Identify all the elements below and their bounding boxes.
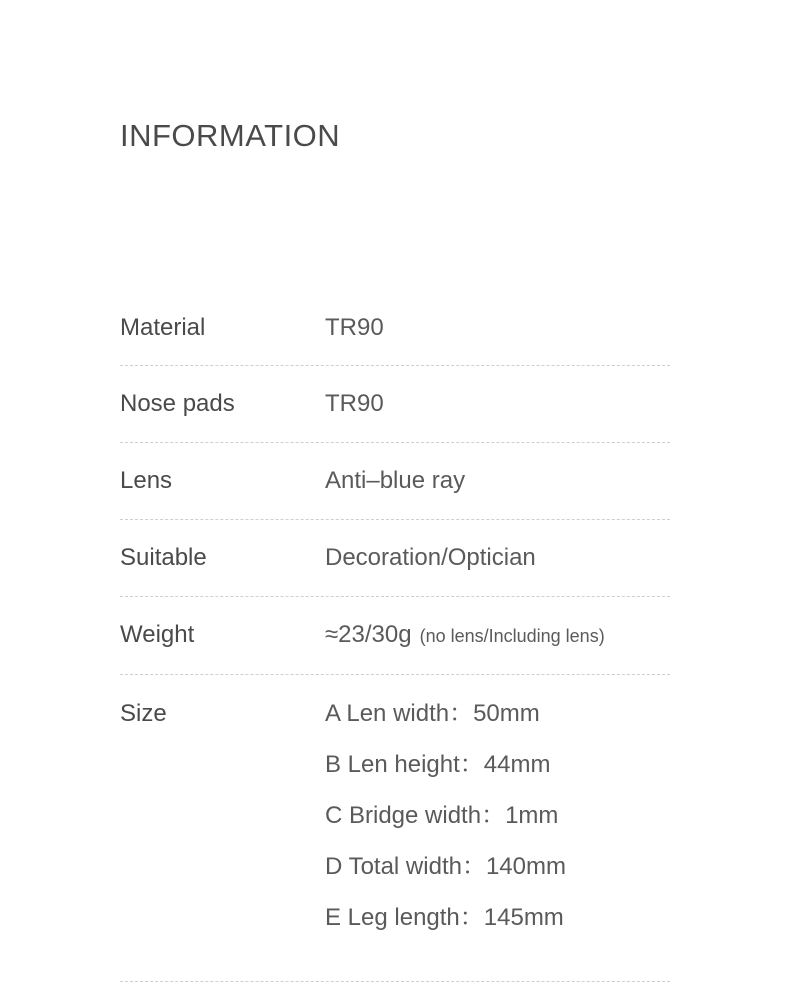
size-dimension-item: C Bridge width：1mm [325,802,559,829]
spec-value: TR90 [325,390,384,417]
spec-row-material [120,290,670,366]
section-title: INFORMATION [120,118,341,153]
weight-value: ≈23/30g [325,621,412,648]
spec-row-suitable [120,520,670,597]
spec-table [120,290,670,982]
spec-value: Anti–blue ray [325,467,466,494]
spec-label: Lens [120,467,173,494]
weight-note: (no lens/Including lens) [419,626,605,646]
size-dimension-item: D Total width：140mm [325,853,566,880]
size-dimension-item: B Len height：44mm [325,751,551,778]
size-dimension-item: E Leg length：145mm [325,904,564,931]
spec-label: Suitable [120,544,207,571]
spec-label: Size [120,700,167,727]
spec-row-lens [120,443,670,520]
spec-row-size [120,675,670,982]
size-dimension-list [325,699,566,954]
spec-value: Decoration/Optician [325,544,536,571]
spec-value: TR90 [325,314,384,341]
spec-label: Weight [120,621,195,648]
size-dimension-item: A Len width：50mm [325,700,540,727]
spec-row-weight [120,597,670,675]
spec-row-nose-pads [120,366,670,443]
spec-label: Material [120,314,206,341]
spec-value-group [325,620,605,651]
spec-label: Nose pads [120,390,235,417]
